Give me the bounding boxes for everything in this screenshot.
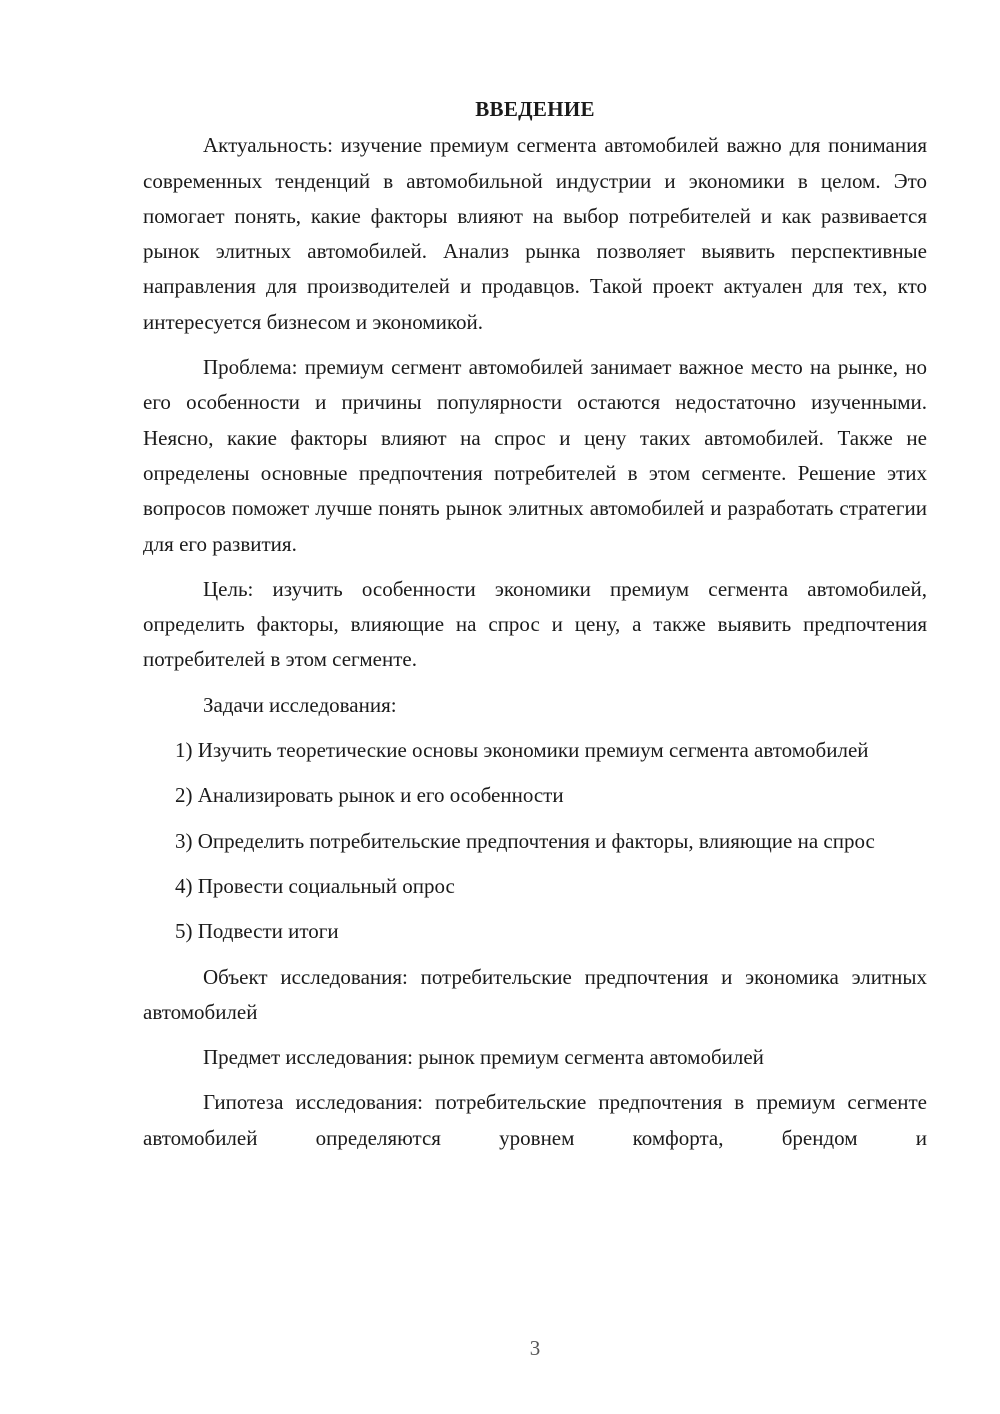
- page-content: [143, 92, 927, 1166]
- task-item-4: 4) Провести социальный опрос: [175, 873, 455, 898]
- paragraph-object: Объект исследования: потребительские предпочтения и экономика элитных автомобилей: [143, 964, 927, 1024]
- section-title: ВВЕДЕНИЕ: [475, 97, 595, 121]
- paragraph-hypothesis: Гипотеза исследования: потребительские предпочтения в премиум сегменте автомобилей определяются уровнем комфорта, брендом и: [143, 1090, 927, 1150]
- page-number: 3: [529, 1336, 541, 1360]
- paragraph-subject: Предмет исследования: рынок премиум сегмента автомобилей: [203, 1045, 764, 1070]
- task-item-5: 5) Подвести итоги: [175, 919, 339, 944]
- tasks-heading: Задачи исследования:: [203, 692, 397, 717]
- paragraph-problem: Проблема: премиум сегмент автомобилей занимает важное место на рынке, но его особенности и причины популярности остаются недостаточно изученными. Неясно, какие факторы влияют на спрос и цену таких автомобилей. Также не определены основные предпочтения потребителей в этом сегменте. Решение этих вопросов поможет лучше понять рынок элитных автомобилей и разработать стратегии для его развития.: [143, 355, 927, 556]
- task-item-1: 1) Изучить теоретические основы экономики премиум сегмента автомобилей: [175, 738, 869, 763]
- paragraph-relevance: Актуальность: изучение премиум сегмента автомобилей важно для понимания современных тенденций в автомобильной индустрии и экономики в целом. Это помогает понять, какие факторы влияют на выбор потребителей и как развивается рынок элитных автомобилей. Анализ рынка позволяет выявить перспективные направления для производителей и продавцов. Такой проект актуален для тех, кто интересуется бизнесом и экономикой.: [143, 133, 927, 334]
- paragraph-goal: Цель: изучить особенности экономики премиум сегмента автомобилей, определить факторы, влияющие на спрос и цену, а также выявить предпочтения потребителей в этом сегменте.: [143, 576, 927, 672]
- task-item-3: 3) Определить потребительские предпочтения и факторы, влияющие на спрос: [175, 828, 875, 853]
- task-item-2: 2) Анализировать рынок и его особенности: [175, 783, 564, 808]
